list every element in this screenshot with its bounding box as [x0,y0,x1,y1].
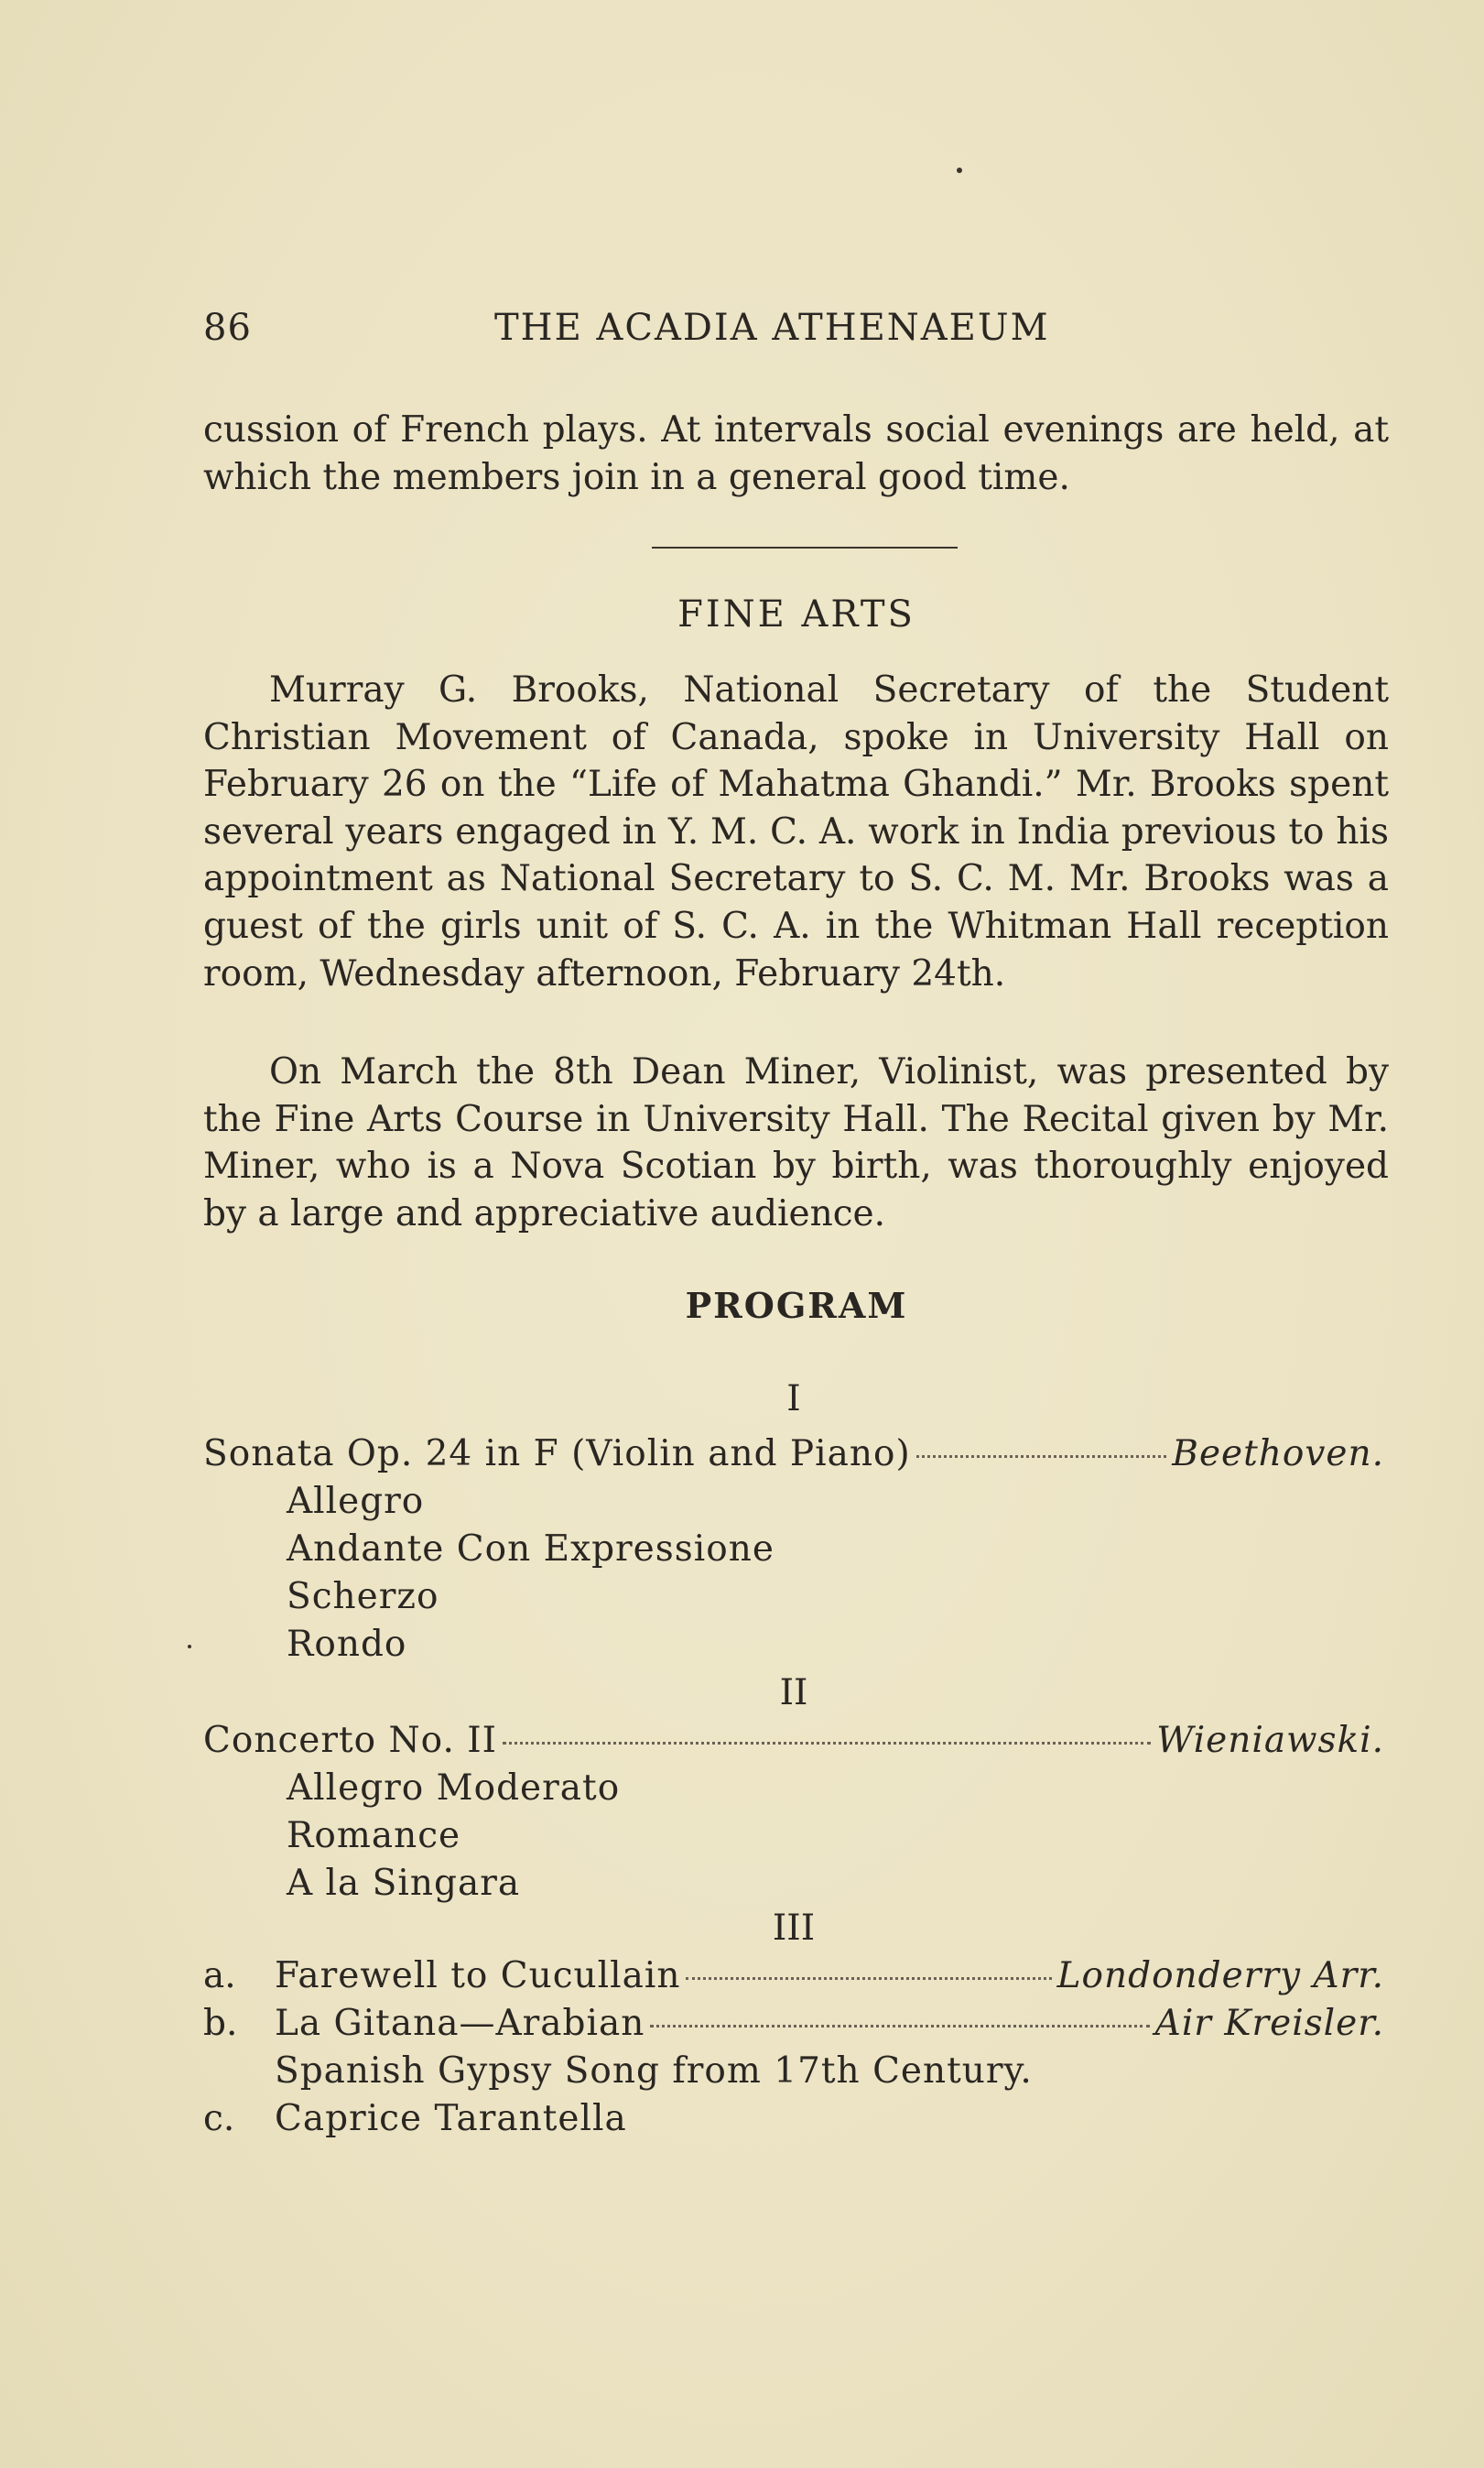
work-title: Sonata Op. 24 in F (Violin and Piano) [203,1433,911,1474]
movement: Romance [287,1815,461,1856]
journal-title: THE ACADIA ATHENAEUM [494,307,1050,349]
movement: A la Singara [287,1863,521,1904]
composer: Air Kreisler. [1154,2003,1384,2044]
section-title: FINE ARTS [677,593,915,636]
work-title: La Gitana—Arabian [275,2003,645,2044]
paragraph-miner-recital: On March the 8th Dean Miner, Violinist, was presented by the Fine Arts Course in University Hall. The Recital given by Mr. Miner, who is a Nova Scotian by birth, was thoroughly enjoyed by a large and appreciative audience. [203,1051,1389,1234]
composer: Beethoven. [1172,1433,1384,1474]
work-title: Caprice Tarantella [275,2098,627,2139]
movement: Spanish Gypsy Song from 17th Century. [275,2050,1033,2092]
work-title: Concerto No. II [203,1720,498,1761]
program-part-numeral: II [779,1672,808,1713]
dot-leader [503,1742,1151,1745]
item-letter: b. [203,2003,238,2044]
program-part-numeral: III [772,1908,816,1949]
program-part-numeral: I [786,1378,801,1419]
movement: Rondo [287,1624,407,1665]
program-entry [203,1955,1384,2003]
program-entry [203,1720,1384,1767]
movement: Allegro [287,1481,425,1522]
dot-leader [650,2025,1149,2028]
program-entry [203,2003,1384,2050]
program-entry [203,2098,1384,2146]
page-header [203,307,1384,358]
program-entry [203,1433,1384,1481]
print-speck [957,168,962,173]
dot-leader [686,1977,1051,1980]
composer: Londonderry Arr. [1056,1955,1384,1996]
movement: Allegro Moderato [287,1767,621,1809]
program-heading: PROGRAM [685,1285,908,1326]
page-number: 86 [203,307,252,349]
item-letter: a. [203,1955,236,1996]
print-speck [188,1645,191,1648]
movement: Andante Con Expressione [287,1528,774,1570]
continuation-paragraph: cussion of French plays. At intervals social evenings are held, at which the members join in a general good time. [203,409,1389,498]
dot-leader [916,1455,1167,1458]
work-title: Farewell to Cucullain [275,1955,681,1996]
section-divider [652,547,958,549]
paragraph-brooks: Murray G. Brooks, National Secretary of the Student Christian Movement of Canada, spoke in University Hall on February 26 on the “Life of Mahatma Ghandi.” Mr. Brooks spent several years engaged in Y. M. C. A. work in India previous to his appointment as National Secretary to S. C. M. Mr. Brooks was a guest of the girls unit of S. C. A. in the Whitman Hall reception room, Wednesday afternoon, February 24th. [203,669,1389,995]
item-letter: c. [203,2098,235,2139]
composer: Wieniawski. [1156,1720,1384,1761]
movement: Scherzo [287,1576,439,1617]
